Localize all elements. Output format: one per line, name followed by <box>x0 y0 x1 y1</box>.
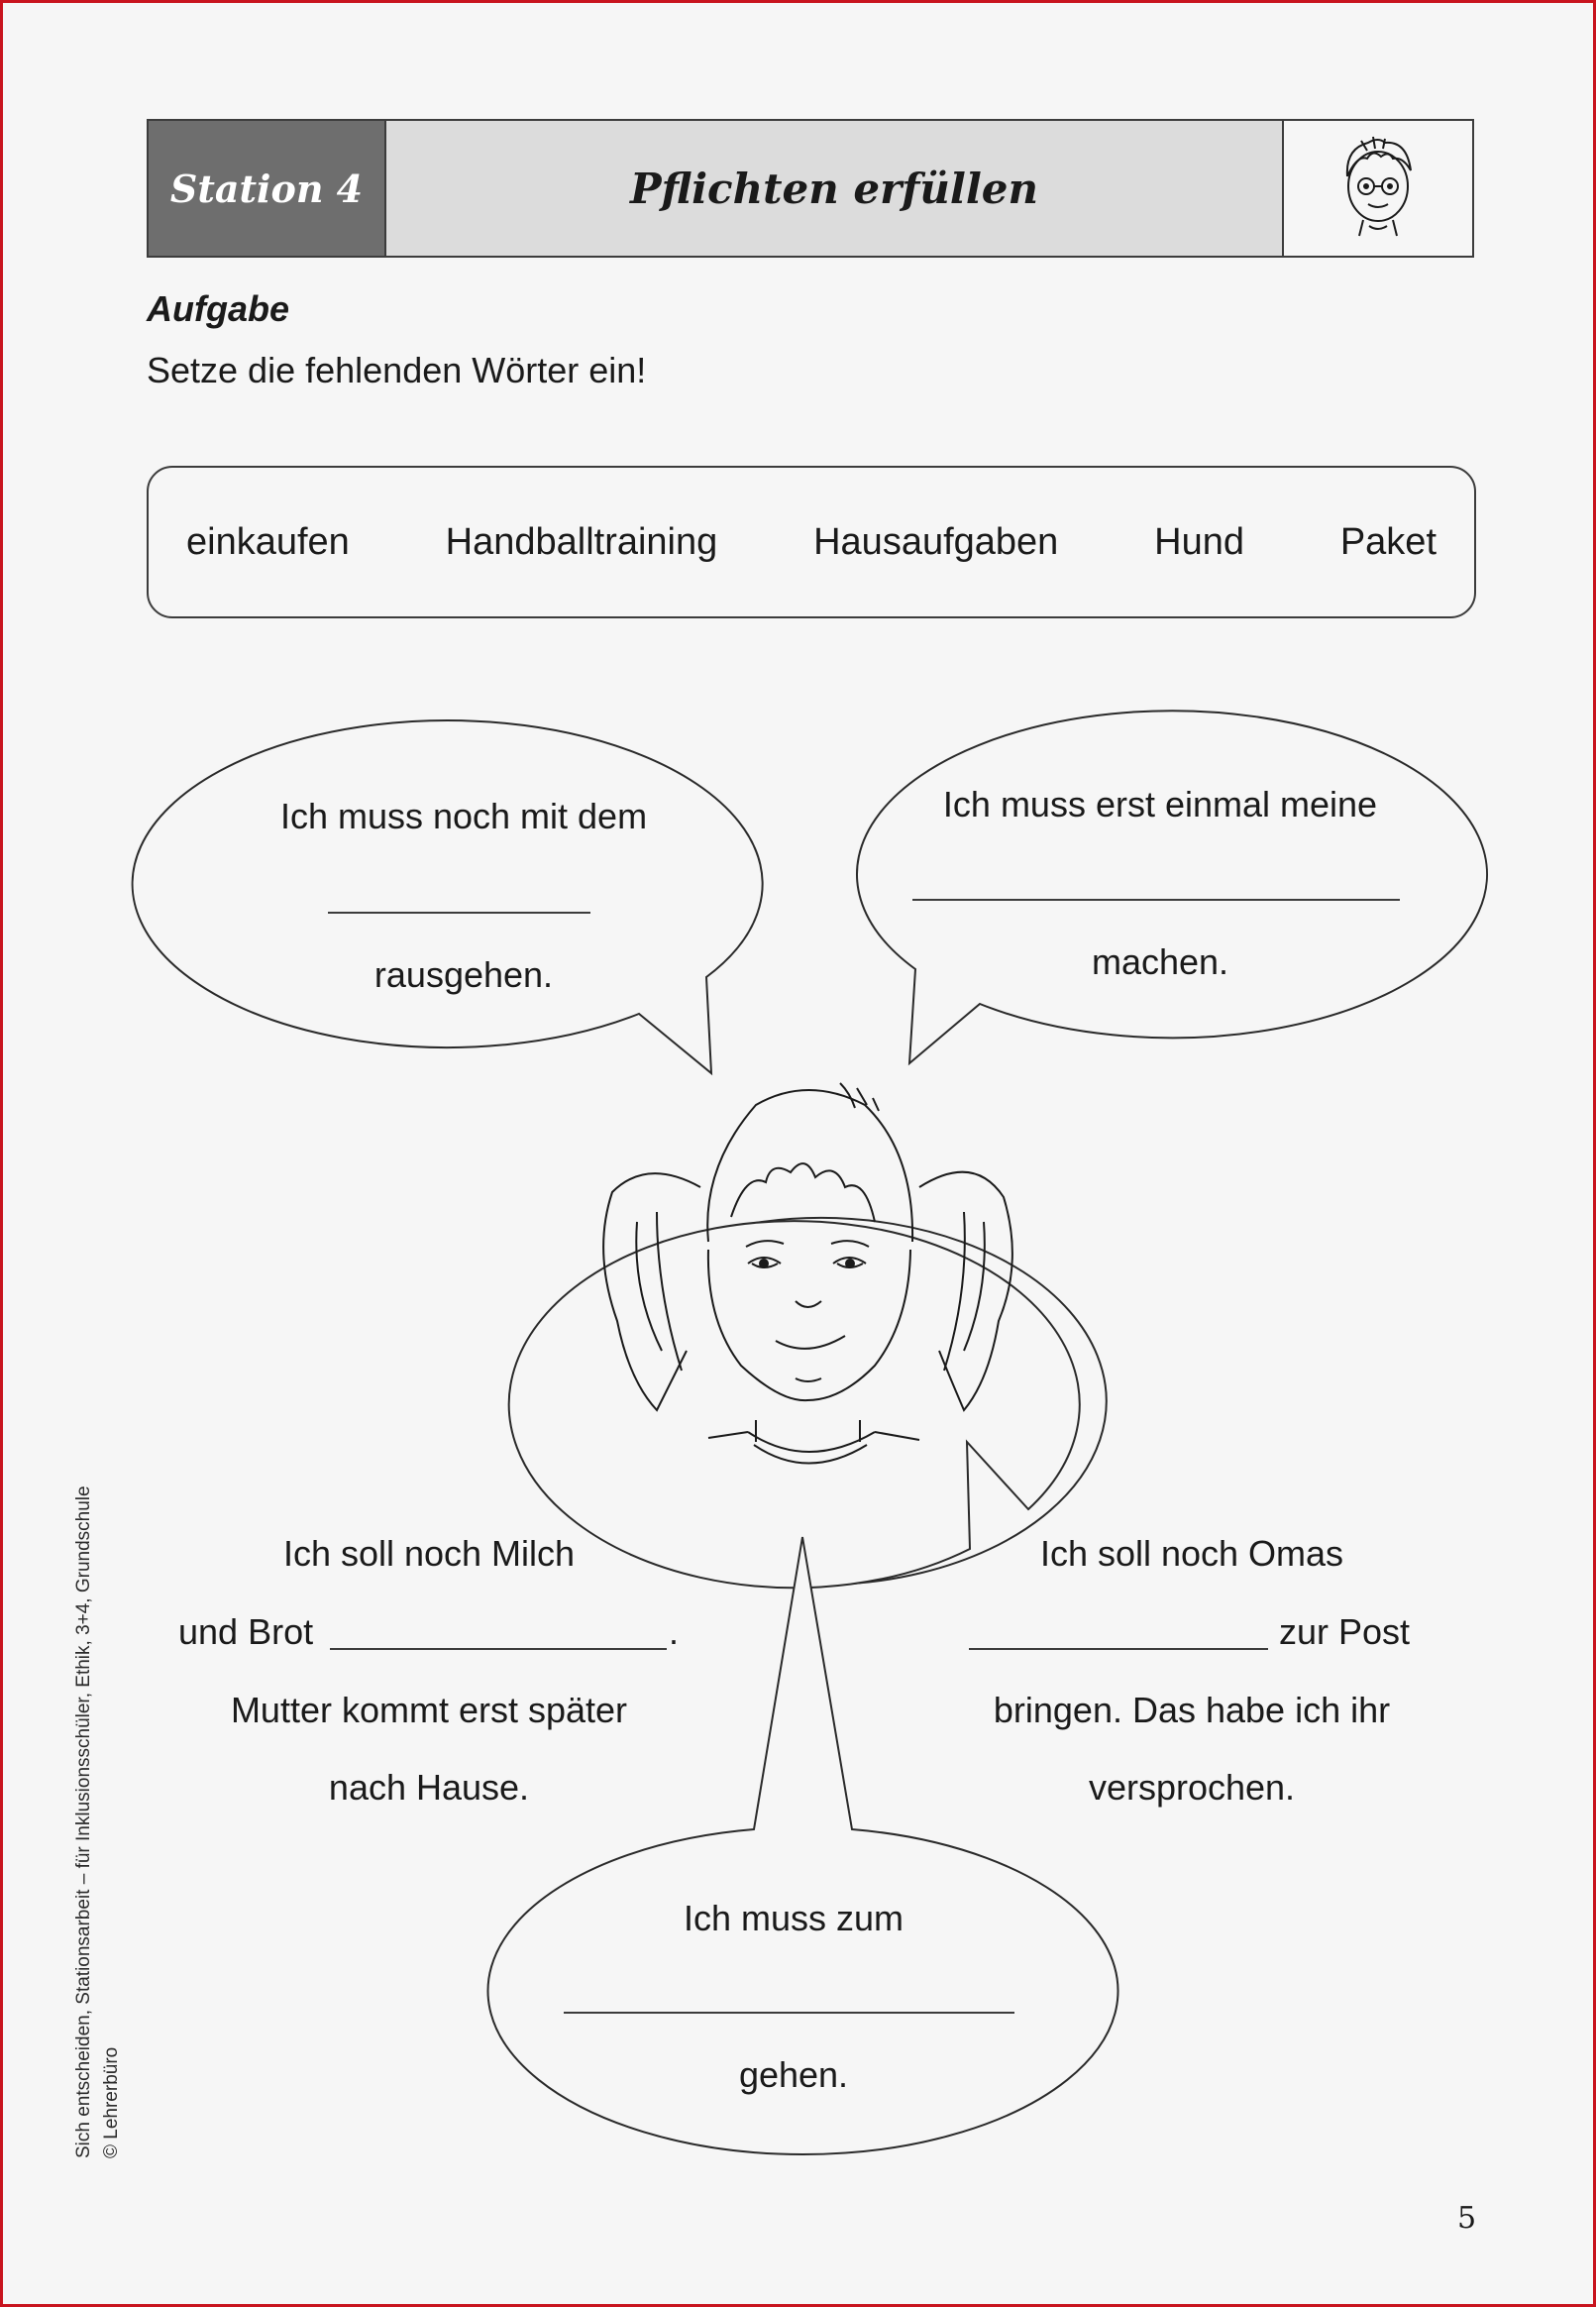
bubble-text: bringen. Das habe ich ihr <box>993 1690 1391 1730</box>
bubble-text: Ich muss zum <box>683 1898 904 1938</box>
page-number: 5 <box>1457 2201 1477 2236</box>
bubble-text: Ich soll noch Milch <box>282 1533 576 1574</box>
answer-blank[interactable] <box>328 912 590 914</box>
bubble-text: rausgehen. <box>373 954 554 995</box>
speech-bubble-top-left <box>133 720 763 1073</box>
bubble-text: Ich muss noch mit dem <box>279 796 648 836</box>
speech-bubbles <box>3 3 1593 2304</box>
answer-blank[interactable] <box>969 1648 1268 1650</box>
bubble-text: versprochen. <box>1088 1767 1296 1808</box>
word-bank-item: Paket <box>1339 520 1436 563</box>
bubble-text: nach Hause. <box>328 1767 530 1808</box>
answer-blank[interactable] <box>330 1648 667 1650</box>
word-bank-item: Hausaufgaben <box>813 520 1059 563</box>
task-instruction: Setze die fehlenden Wörter ein! <box>147 350 647 390</box>
bubble-text: Ich muss erst einmal meine <box>942 784 1378 824</box>
task-heading: Aufgabe <box>147 288 289 329</box>
page-title: Pflichten erfüllen <box>386 121 1284 256</box>
bubble-text: . <box>669 1611 680 1652</box>
station-label: Station 4 <box>149 121 386 256</box>
bubble-text: Ich soll noch Omas <box>1039 1533 1344 1574</box>
bubble-text: und Brot <box>178 1611 314 1652</box>
word-bank-item: Hund <box>1154 520 1244 563</box>
word-bank-item: einkaufen <box>186 520 350 563</box>
word-bank-item: Handballtraining <box>445 520 718 563</box>
bubble-text: machen. <box>1091 941 1229 982</box>
answer-blank[interactable] <box>912 899 1400 901</box>
bubble-text: gehen. <box>738 2054 849 2095</box>
answer-blank[interactable] <box>564 2012 1014 2014</box>
credit-line: Sich entscheiden, Stationsarbeit – für Inklusionsschüler, Ethik, 3+4, Grundschule <box>73 1485 94 2158</box>
bubble-text: zur Post <box>1279 1611 1411 1652</box>
publisher-credit <box>70 1485 126 2158</box>
speech-bubble-top-right <box>857 711 1487 1063</box>
bubble-text: Mutter kommt erst später <box>230 1690 628 1730</box>
copyright-line: © Lehrerbüro <box>101 2046 122 2158</box>
